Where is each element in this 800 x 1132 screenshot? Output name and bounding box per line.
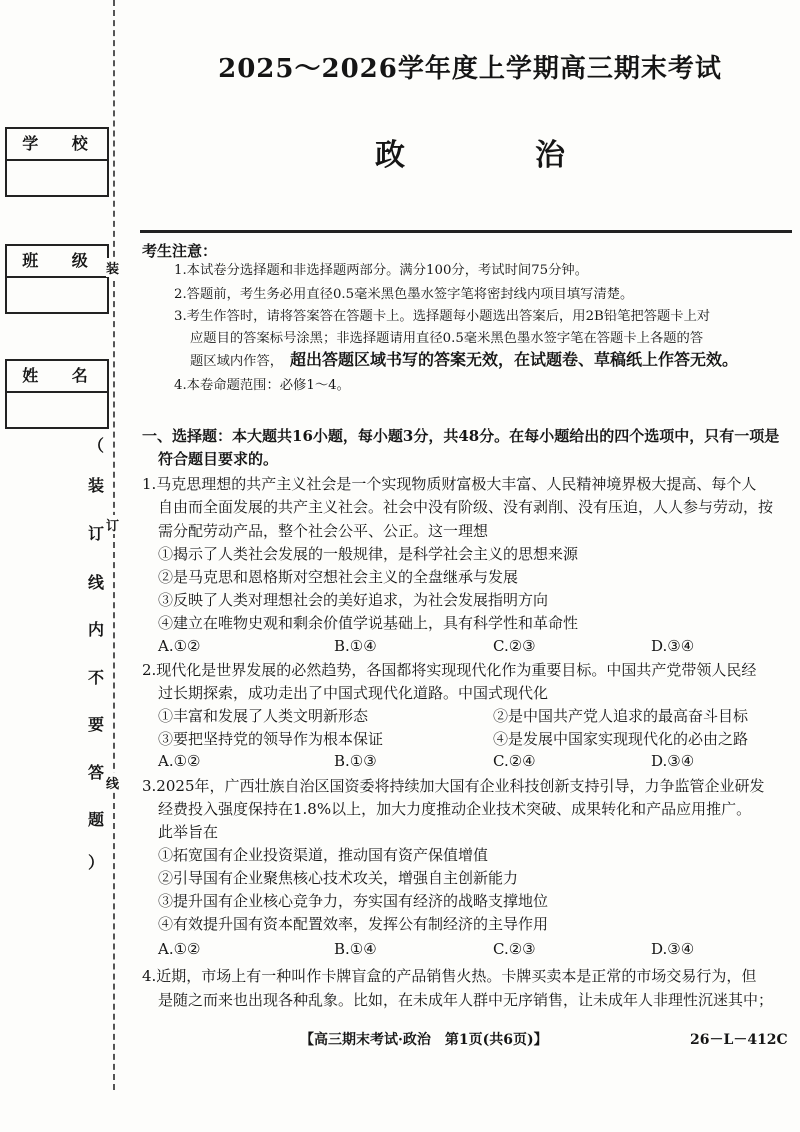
option-a[interactable]: A.①② [158,637,201,655]
option-a[interactable]: A.①② [158,752,201,770]
binding-dashed-line [113,0,115,1090]
name-field[interactable] [7,393,107,427]
notice-warning: 超出答题区域书写的答案无效，在试题卷、草稿纸上作答无效。 [290,350,739,369]
question-stem: 3.2025年，广西壮族自治区国资委将持续加大国有企业科技创新支持引导，力争监管企业研发 [142,777,765,795]
question-item: ③要把坚持党的领导作为根本保证 [158,730,384,748]
school-box [5,127,109,197]
warning-char: ） [87,853,104,872]
option-b[interactable]: B.①③ [334,752,377,770]
notice-item: 2.答题前，考生务必用直径0.5毫米黑色墨水签字笔将密封线内项目填写清楚。 [174,287,634,302]
question-item: ③提升国有企业核心竞争力，夯实国有经济的战略支撑地位 [158,892,549,910]
question-stem: 4.近期，市场上有一种叫作卡牌盲盒的产品销售火热。卡牌买卖本是正常的市场交易行为，但 [142,967,757,985]
warning-char: （ [87,436,104,455]
question-stem: 此举旨在 [158,823,219,841]
notice-heading: 考生注意： [142,242,218,260]
section-heading: 一、选择题：本大题共16小题，每小题3分，共48分。在每小题给出的四个选项中，只有一项是 [142,427,780,445]
option-b[interactable]: B.①④ [334,940,377,958]
notice-item: 1.本试卷分选择题和非选择题两部分。满分100分，考试时间75分钟。 [174,263,589,278]
option-c[interactable]: C.②③ [493,940,536,958]
name-label: 姓 名 [7,361,107,393]
section-heading: 符合题目要求的。 [158,450,279,468]
binding-mark: 装 [106,258,119,277]
warning-char: 装 [87,476,104,495]
name-box [5,359,109,429]
question-stem: 需分配劳动产品，整个社会公平、公正。这一理想 [158,522,489,540]
question-stem: 自由而全面发展的共产主义社会。社会中没有阶级、没有剥削、没有压迫，人人参与劳动，按 [158,498,774,516]
question-stem: 是随之而来也出现各种乱象。比如，在未成年人群中无序销售，让未成年人非理性沉迷其中； [158,991,774,1009]
question-item: ①丰富和发展了人类文明新形态 [158,707,369,725]
header-rule [140,230,792,233]
option-a[interactable]: A.①② [158,940,201,958]
question-stem: 经费投入强度保持在1.8%以上，加大力度推动企业技术突破、成果转化和产品应用推广。 [158,800,752,818]
binding-mark: 线 [106,773,119,792]
binding-mark: 订 [106,515,119,534]
option-d[interactable]: D.③④ [651,752,695,770]
question-item: ④是发展中国家实现现代化的必由之路 [493,730,749,748]
notice-item: 3.考生作答时，请将答案答在答题卡上。选择题每小题选出答案后，用2B铅笔把答题卡上对 [174,309,711,324]
question-item: ②引导国有企业聚焦核心技术攻关，增强自主创新能力 [158,869,519,887]
question-item: ②是马克思和恩格斯对空想社会主义的全盘继承与发展 [158,568,519,586]
warning-char: 答 [87,763,104,782]
question-stem: 1.马克思理想的共产主义社会是一个实现物质财富极大丰富、人民精神境界极大提高、每个人 [142,475,757,493]
class-field[interactable] [7,278,107,312]
option-c[interactable]: C.②③ [493,637,536,655]
option-d[interactable]: D.③④ [651,637,695,655]
warning-char: 不 [87,668,104,687]
option-c[interactable]: C.②④ [493,752,536,770]
question-stem: 过长期探索，成功走出了中国式现代化道路。中国式现代化 [158,684,549,702]
warning-char: 内 [87,620,104,639]
subject-title: 政 治 [375,138,615,173]
warning-char: 线 [87,573,104,592]
option-d[interactable]: D.③④ [651,940,695,958]
question-item: ②是中国共产党人追求的最高奋斗目标 [493,707,749,725]
notice-item: 应题目的答案标号涂黑；非选择题请用直径0.5毫米黑色墨水签字笔在答题卡上各题的答 [190,331,704,346]
question-item: ③反映了人类对理想社会的美好追求，为社会发展指明方向 [158,591,549,609]
question-stem: 2.现代化是世界发展的必然趋势，各国都将实现现代化作为重要目标。中国共产党带领人民经 [142,661,757,679]
class-label: 班 级 [7,246,107,278]
school-field[interactable] [7,161,107,195]
page-footer: 【高三期末考试·政治 第1页(共6页)】 [300,1032,548,1048]
warning-char: 题 [87,810,104,829]
exam-code: 26－L－412C [690,1032,788,1048]
question-item: ①揭示了人类社会发展的一般规律，是科学社会主义的思想来源 [158,545,579,563]
warning-char: 订 [87,524,104,543]
class-box [5,244,109,314]
question-item: ①拓宽国有企业投资渠道，推动国有资产保值增值 [158,846,489,864]
school-label: 学 校 [7,129,107,161]
option-b[interactable]: B.①④ [334,637,377,655]
question-item: ④有效提升国有资本配置效率，发挥公有制经济的主导作用 [158,915,549,933]
question-item: ④建立在唯物史观和剩余价值学说基础上，具有科学性和革命性 [158,614,579,632]
exam-title: 2025～2026学年度上学期高三期末考试 [218,54,722,84]
notice-item: 题区域内作答， [190,354,284,369]
warning-char: 要 [87,715,104,734]
notice-item: 4.本卷命题范围：必修1～4。 [174,378,350,393]
